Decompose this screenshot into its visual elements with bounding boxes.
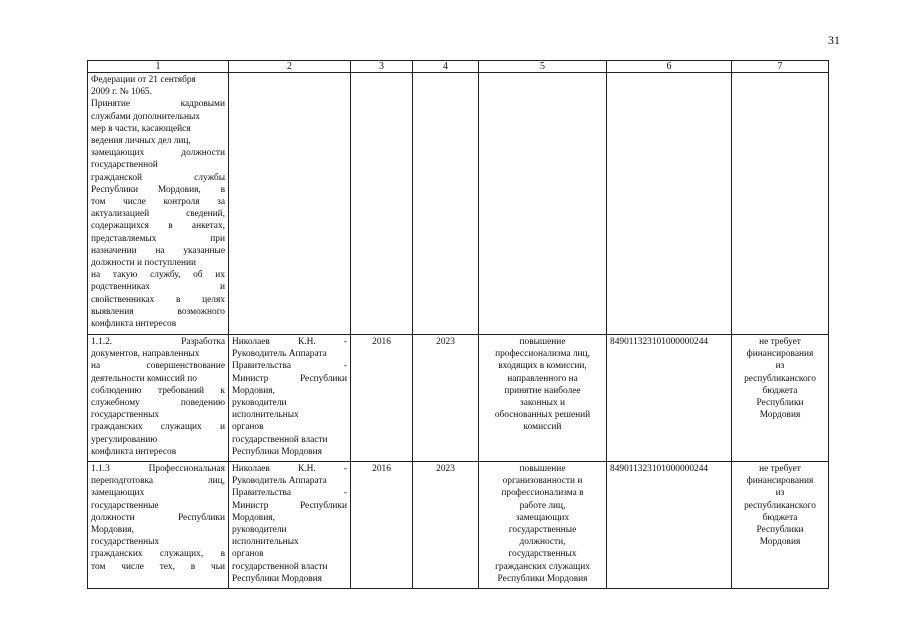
text-line: органов	[232, 549, 264, 560]
financing-cell	[732, 462, 829, 589]
text-line: не требует	[759, 464, 801, 474]
text-line: профессионализма лиц,	[495, 349, 590, 360]
text-line: организованности и	[502, 476, 583, 487]
text-line: Республики Мордовия, в	[91, 184, 225, 195]
text-line: родственниках и	[91, 282, 225, 293]
text-line: государственной власти	[232, 561, 328, 572]
text-line: профессионализма в	[501, 488, 584, 499]
header-cell-5: 5	[479, 61, 607, 73]
text-line: том числе тех, в чьи	[91, 561, 225, 572]
text-line: комиссий	[523, 422, 562, 433]
text-line: Руководитель Аппарата	[232, 349, 327, 360]
text-line: принятие наиболее	[504, 385, 581, 396]
text-line: Правительства -	[232, 361, 347, 372]
start-year-cell: 2016	[351, 462, 413, 589]
responsible-cell	[229, 462, 351, 589]
text-line: должности Республики	[91, 512, 225, 523]
text-line: направленного на	[507, 373, 578, 384]
text-line: законных и	[519, 398, 565, 409]
text-line: замещающих	[91, 488, 145, 499]
program-table	[87, 60, 829, 589]
text-line: переподготовка лиц,	[91, 476, 225, 487]
page-number: 31	[828, 33, 840, 47]
expected-result-cell	[479, 335, 607, 462]
budget-code-cell	[607, 73, 732, 335]
text-line: Мордовия,	[91, 525, 134, 536]
measure-description-cell	[88, 73, 229, 335]
end-year-cell: 2023	[413, 462, 479, 589]
expected-result-cell	[479, 462, 607, 589]
text-line: республиканского	[744, 500, 816, 511]
text-line: замещающих	[515, 512, 570, 523]
text-line: государственных	[508, 549, 577, 560]
text-line: актуализацией сведений,	[91, 209, 225, 220]
text-line: государственной власти	[232, 434, 328, 445]
text-line: служебному поведению	[91, 398, 225, 409]
text-line: финансирования	[746, 476, 814, 487]
text-line: 1.1.2. Разработка	[91, 337, 225, 347]
financing-cell	[732, 335, 829, 462]
text-line: исполнительных	[232, 537, 299, 548]
text-line: Правительства -	[232, 488, 347, 499]
text-line: Руководитель Аппарата	[232, 476, 327, 487]
text-line: гражданских служащих, в	[91, 549, 225, 560]
header-cell-1: 1	[88, 61, 229, 73]
text-line: конфликта интересов	[91, 446, 177, 457]
measure-description-cell	[88, 335, 229, 462]
text-line: бюджета	[762, 385, 798, 396]
end-year-cell	[413, 73, 479, 335]
header-cell-7: 7	[732, 61, 829, 73]
text-line: 1.1.3 Профессиональная	[91, 464, 225, 474]
text-line: Мордовия,	[232, 385, 275, 396]
text-line: гражданской службы	[91, 172, 225, 183]
text-line: назначении на указанные	[91, 245, 225, 256]
text-line: Министр Республики	[232, 500, 347, 511]
responsible-cell	[229, 335, 351, 462]
table-row	[88, 462, 829, 589]
text-line: свойственниках в целях	[91, 294, 225, 305]
text-line: финансирования	[746, 349, 814, 360]
text-line: Министр Республики	[232, 373, 347, 384]
text-line: повышение	[519, 464, 566, 474]
header-cell-3: 3	[351, 61, 413, 73]
text-line: Республики Мордовия	[232, 573, 322, 584]
text-line: том числе контроля за	[91, 197, 225, 208]
header-row	[88, 61, 829, 73]
text-line: содержащихся в анкетах,	[91, 221, 225, 232]
text-line: замещающих должности	[91, 148, 225, 159]
text-line: мер в части, касающейся	[91, 123, 191, 134]
text-line: повышение	[519, 337, 566, 347]
text-line: представляемых при	[91, 233, 225, 244]
text-line: гражданских служащих и	[91, 422, 225, 433]
text-line: должности,	[519, 537, 566, 548]
text-line: Николаев К.Н. -	[232, 337, 347, 347]
text-line: на такую службу, об их	[91, 270, 225, 281]
end-year-cell: 2023	[413, 335, 479, 462]
text-line: из	[775, 361, 785, 372]
text-line: из	[775, 488, 785, 499]
text-line: Республики	[756, 398, 804, 409]
text-line: документов, направленных	[91, 349, 200, 360]
header-cell-4: 4	[413, 61, 479, 73]
measure-description-cell	[88, 462, 229, 589]
text-line: государственной	[91, 160, 158, 171]
text-line: Мордовия	[759, 410, 801, 421]
text-line: урегулированию	[91, 434, 158, 445]
text-line: государственных	[91, 410, 160, 421]
table-row	[88, 335, 829, 462]
responsible-cell	[229, 73, 351, 335]
text-line: государственные	[508, 525, 577, 536]
text-line: на совершенствование	[91, 361, 225, 372]
text-line: обоснованных решений	[494, 410, 591, 421]
text-line: государственные	[91, 500, 159, 511]
text-line: не требует	[759, 337, 801, 347]
text-line: руководители	[232, 398, 287, 409]
table-row	[88, 73, 829, 335]
text-line: исполнительных	[232, 410, 299, 421]
text-line: деятельности комиссий по	[91, 373, 197, 384]
header-cell-2: 2	[229, 61, 351, 73]
text-line: Мордовия,	[232, 512, 275, 523]
text-line: Федерации от 21 сентября	[91, 75, 196, 85]
text-line: Николаев К.Н. -	[232, 464, 347, 474]
text-line: службами дополнительных	[91, 111, 200, 122]
start-year-cell: 2016	[351, 335, 413, 462]
text-line: гражданских служащих	[495, 561, 590, 572]
text-line: Республики Мордовия	[232, 446, 322, 457]
text-line: республиканского	[744, 373, 816, 384]
text-line: Республики	[756, 525, 804, 536]
text-line: должности и поступлении	[91, 258, 197, 269]
expected-result-cell	[479, 73, 607, 335]
text-line: работе лиц,	[519, 500, 566, 511]
text-line: органов	[232, 422, 264, 433]
start-year-cell	[351, 73, 413, 335]
financing-cell	[732, 73, 829, 335]
text-line: ведения личных дел лиц,	[91, 136, 191, 147]
text-line: руководители	[232, 525, 287, 536]
budget-code-cell: 849011323101000000244	[607, 335, 732, 462]
text-line: выявления возможного	[91, 306, 225, 317]
text-line: соблюдению требований к	[91, 385, 225, 396]
text-line: 2009 г. № 1065.	[91, 87, 152, 98]
header-cell-6: 6	[607, 61, 732, 73]
text-line: Мордовия	[759, 537, 801, 548]
text-line: Принятие кадровыми	[91, 99, 225, 110]
text-line: конфликта интересов	[91, 319, 177, 330]
budget-code-cell: 849011323101000000244	[607, 462, 732, 589]
text-line: бюджета	[762, 512, 798, 523]
text-line: государственных	[91, 537, 160, 548]
text-line: Республики Мордовия	[497, 573, 588, 584]
text-line: входящих в комиссии,	[498, 361, 587, 372]
